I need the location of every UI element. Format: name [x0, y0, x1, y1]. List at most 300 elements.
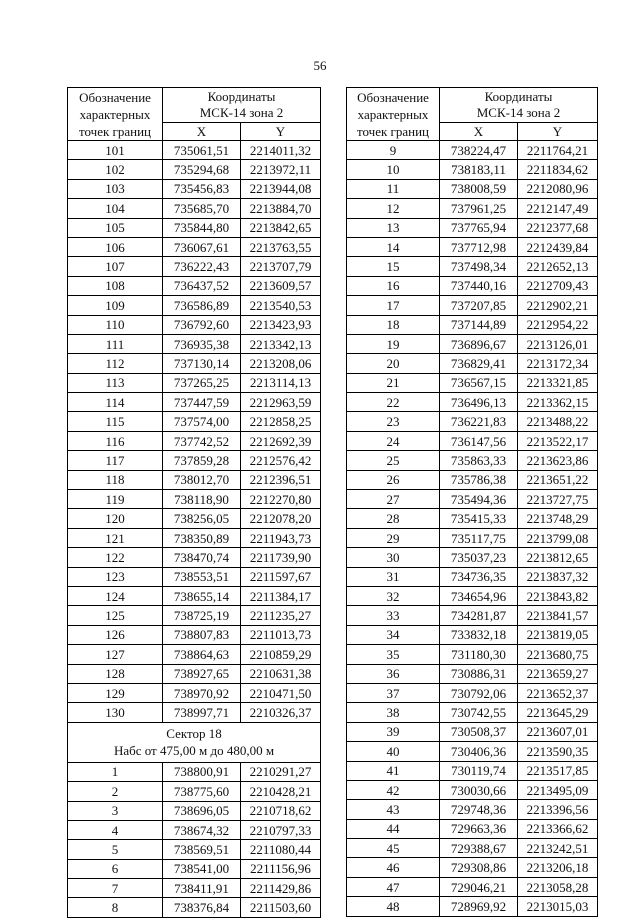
point-number-cell: 28 [347, 509, 440, 528]
y-coordinate-cell: 2212954,22 [518, 315, 598, 334]
y-coordinate-cell: 2213623,86 [518, 451, 598, 470]
table-row [347, 683, 598, 702]
y-coordinate-cell: 2213517,85 [518, 761, 598, 780]
y-coordinate-cell: 2212902,21 [518, 296, 598, 315]
x-coordinate-cell: 735685,70 [163, 199, 241, 218]
table-row [347, 218, 598, 237]
point-number-cell: 36 [347, 664, 440, 683]
point-number-cell: 15 [347, 257, 440, 276]
table-row [68, 237, 321, 256]
point-number-cell: 29 [347, 528, 440, 547]
y-coordinate-cell: 2211429,86 [241, 879, 321, 898]
point-number-cell: 118 [68, 470, 163, 489]
x-coordinate-cell: 737447,59 [163, 393, 241, 412]
x-coordinate-cell: 730508,37 [440, 722, 518, 741]
point-number-cell: 17 [347, 296, 440, 315]
x-coordinate-cell: 737207,85 [440, 296, 518, 315]
x-coordinate-cell: 730119,74 [440, 761, 518, 780]
x-coordinate-cell: 738696,05 [163, 801, 241, 820]
table-row [347, 742, 598, 761]
coordinates-title: Координаты [207, 89, 276, 104]
table-row [347, 296, 598, 315]
point-number-cell: 2 [68, 782, 163, 801]
y-coordinate-cell: 2212963,59 [241, 393, 321, 412]
y-coordinate-cell: 2213590,35 [518, 742, 598, 761]
coordinates-table-right [346, 87, 598, 917]
y-coordinate-cell: 2213884,70 [241, 199, 321, 218]
point-number-cell: 38 [347, 703, 440, 722]
x-coordinate-cell: 736147,56 [440, 431, 518, 450]
y-coordinate-cell: 2213842,65 [241, 218, 321, 237]
point-number-cell: 104 [68, 199, 163, 218]
point-number-cell: 45 [347, 839, 440, 858]
table-row [68, 762, 321, 781]
x-coordinate-cell: 730406,36 [440, 742, 518, 761]
x-coordinate-cell: 738376,84 [163, 898, 241, 917]
x-coordinate-cell: 738807,83 [163, 625, 241, 644]
table-row [68, 470, 321, 489]
y-coordinate-cell: 2212709,43 [518, 276, 598, 295]
point-number-cell: 48 [347, 897, 440, 916]
y-coordinate-cell: 2213423,93 [241, 315, 321, 334]
point-number-cell: 128 [68, 664, 163, 683]
table-row [68, 606, 321, 625]
point-number-cell: 116 [68, 431, 163, 450]
table-row [347, 819, 598, 838]
x-coordinate-cell: 738927,65 [163, 664, 241, 683]
designation-line-3: точек границ [78, 123, 152, 139]
y-coordinate-cell: 2213242,51 [518, 839, 598, 858]
x-coordinate-cell: 729663,36 [440, 819, 518, 838]
table-row [68, 199, 321, 218]
y-coordinate-cell: 2213522,17 [518, 431, 598, 450]
point-number-cell: 110 [68, 315, 163, 334]
table-row [68, 567, 321, 586]
point-number-cell: 109 [68, 296, 163, 315]
table-row [68, 548, 321, 567]
y-coordinate-cell: 2213609,57 [241, 276, 321, 295]
x-coordinate-cell: 729748,36 [440, 800, 518, 819]
table-row [68, 509, 321, 528]
table-row [68, 354, 321, 373]
point-number-cell: 30 [347, 548, 440, 567]
y-coordinate-cell: 2212439,84 [518, 237, 598, 256]
x-coordinate-cell: 737440,16 [440, 276, 518, 295]
x-coordinate-cell: 735294,68 [163, 160, 241, 179]
y-coordinate-cell: 2213114,13 [241, 373, 321, 392]
x-coordinate-cell: 730030,66 [440, 780, 518, 799]
table-row [68, 451, 321, 470]
y-coordinate-cell: 2210718,62 [241, 801, 321, 820]
point-number-cell: 12 [347, 199, 440, 218]
point-number-cell: 47 [347, 877, 440, 896]
x-coordinate-cell: 736067,61 [163, 237, 241, 256]
point-number-cell: 117 [68, 451, 163, 470]
x-coordinate-cell: 731180,30 [440, 645, 518, 664]
x-coordinate-cell: 738725,19 [163, 606, 241, 625]
point-number-cell: 22 [347, 393, 440, 412]
x-coordinate-cell: 738183,11 [440, 160, 518, 179]
table-row [347, 664, 598, 683]
x-coordinate-cell: 736496,13 [440, 393, 518, 412]
y-coordinate-cell: 2213321,85 [518, 373, 598, 392]
point-number-cell: 11 [347, 179, 440, 198]
x-coordinate-cell: 735037,23 [440, 548, 518, 567]
x-coordinate-cell: 735494,36 [440, 490, 518, 509]
x-coordinate-cell: 738970,92 [163, 683, 241, 702]
point-number-cell: 127 [68, 645, 163, 664]
y-coordinate-cell: 2213172,34 [518, 354, 598, 373]
x-coordinate-cell: 738411,91 [163, 879, 241, 898]
point-number-cell: 111 [68, 334, 163, 353]
x-header: X [163, 123, 241, 141]
table-row [347, 586, 598, 605]
y-coordinate-cell: 2211013,73 [241, 625, 321, 644]
point-number-cell: 6 [68, 859, 163, 878]
y-coordinate-cell: 2213208,06 [241, 354, 321, 373]
x-coordinate-cell: 736586,89 [163, 296, 241, 315]
table-row [347, 761, 598, 780]
point-number-cell: 1 [68, 762, 163, 781]
x-coordinate-cell: 737742,52 [163, 431, 241, 450]
y-coordinate-cell: 2212270,80 [241, 490, 321, 509]
x-coordinate-cell: 737265,25 [163, 373, 241, 392]
table-row [68, 683, 321, 702]
x-coordinate-cell: 737961,25 [440, 199, 518, 218]
table-row [68, 840, 321, 859]
table-row [347, 839, 598, 858]
table-row [68, 334, 321, 353]
x-coordinate-cell: 730886,31 [440, 664, 518, 683]
table-row [347, 528, 598, 547]
table-row [68, 586, 321, 605]
page-number: 56 [313, 58, 327, 73]
table-row [68, 782, 321, 801]
table-row [68, 373, 321, 392]
table-row [68, 664, 321, 683]
x-coordinate-cell: 738655,14 [163, 586, 241, 605]
point-number-cell: 32 [347, 586, 440, 605]
table-row [347, 606, 598, 625]
x-coordinate-cell: 738012,70 [163, 470, 241, 489]
table-row [347, 625, 598, 644]
x-coordinate-cell: 738350,89 [163, 528, 241, 547]
table-row [347, 800, 598, 819]
y-coordinate-cell: 2211156,96 [241, 859, 321, 878]
table-row [347, 858, 598, 877]
point-number-cell: 103 [68, 179, 163, 198]
designation-line-2: характерных [79, 106, 151, 122]
point-number-cell: 16 [347, 276, 440, 295]
table-row [68, 315, 321, 334]
point-number-cell: 101 [68, 141, 163, 160]
table-row [68, 431, 321, 450]
table-row [68, 296, 321, 315]
point-number-cell: 120 [68, 509, 163, 528]
y-coordinate-cell: 2211739,90 [241, 548, 321, 567]
coordinates-title: Координаты [484, 89, 553, 104]
x-coordinate-cell: 738118,90 [163, 490, 241, 509]
table-row [68, 276, 321, 295]
x-coordinate-cell: 735844,80 [163, 218, 241, 237]
x-coordinate-cell: 736935,38 [163, 334, 241, 353]
x-coordinate-cell: 729308,86 [440, 858, 518, 877]
y-coordinate-cell: 2213342,13 [241, 334, 321, 353]
designation-header [347, 88, 440, 141]
y-coordinate-cell: 2211384,17 [241, 586, 321, 605]
table-row [347, 334, 598, 353]
point-number-cell: 102 [68, 160, 163, 179]
y-coordinate-cell: 2213366,62 [518, 819, 598, 838]
designation-line-2: характерных [357, 106, 429, 122]
x-coordinate-cell: 738674,32 [163, 820, 241, 839]
table-row [68, 801, 321, 820]
x-coordinate-cell: 737498,34 [440, 257, 518, 276]
table-row [347, 722, 598, 741]
y-coordinate-cell: 2211943,73 [241, 528, 321, 547]
point-number-cell: 40 [347, 742, 440, 761]
coordinates-header [440, 88, 598, 123]
table-row [347, 315, 598, 334]
y-coordinate-cell: 2213841,57 [518, 606, 598, 625]
x-coordinate-cell: 737859,28 [163, 451, 241, 470]
y-coordinate-cell: 2212652,13 [518, 257, 598, 276]
x-coordinate-cell: 735117,75 [440, 528, 518, 547]
y-coordinate-cell: 2213819,05 [518, 625, 598, 644]
point-number-cell: 124 [68, 586, 163, 605]
table-row [347, 509, 598, 528]
point-number-cell: 4 [68, 820, 163, 839]
point-number-cell: 37 [347, 683, 440, 702]
table-row [347, 548, 598, 567]
table-row [347, 179, 598, 198]
sector-heading [68, 722, 321, 762]
point-number-cell: 33 [347, 606, 440, 625]
point-number-cell: 39 [347, 722, 440, 741]
y-coordinate-cell: 2213799,08 [518, 528, 598, 547]
y-header: Y [241, 123, 321, 141]
x-coordinate-cell: 738569,51 [163, 840, 241, 859]
y-coordinate-cell: 2210471,50 [241, 683, 321, 702]
table-row [68, 160, 321, 179]
x-coordinate-cell: 738541,00 [163, 859, 241, 878]
table-row [68, 528, 321, 547]
y-coordinate-cell: 2213748,29 [518, 509, 598, 528]
point-number-cell: 27 [347, 490, 440, 509]
x-coordinate-cell: 729046,21 [440, 877, 518, 896]
point-number-cell: 18 [347, 315, 440, 334]
point-number-cell: 105 [68, 218, 163, 237]
table-row [347, 431, 598, 450]
table-row [347, 257, 598, 276]
x-coordinate-cell: 734281,87 [440, 606, 518, 625]
designation-line-1: Обозначение [79, 89, 151, 105]
point-number-cell: 126 [68, 625, 163, 644]
point-number-cell: 14 [347, 237, 440, 256]
point-number-cell: 125 [68, 606, 163, 625]
x-coordinate-cell: 738997,71 [163, 703, 241, 722]
point-number-cell: 115 [68, 412, 163, 431]
y-coordinate-cell: 2211080,44 [241, 840, 321, 859]
point-number-cell: 3 [68, 801, 163, 820]
y-coordinate-cell: 2214011,32 [241, 141, 321, 160]
y-coordinate-cell: 2213652,37 [518, 683, 598, 702]
x-coordinate-cell: 736829,41 [440, 354, 518, 373]
designation-header [68, 88, 163, 141]
table-row [347, 354, 598, 373]
coordinates-header [163, 88, 321, 123]
y-coordinate-cell: 2212396,51 [241, 470, 321, 489]
designation-line-3: точек границ [356, 123, 430, 139]
table-row [347, 567, 598, 586]
point-number-cell: 5 [68, 840, 163, 859]
y-header: Y [518, 123, 598, 141]
table-row [347, 470, 598, 489]
point-number-cell: 44 [347, 819, 440, 838]
table-row [347, 877, 598, 896]
table-row [68, 179, 321, 198]
x-coordinate-cell: 736567,15 [440, 373, 518, 392]
point-number-cell: 10 [347, 160, 440, 179]
y-coordinate-cell: 2213607,01 [518, 722, 598, 741]
x-coordinate-cell: 738864,63 [163, 645, 241, 664]
table-row [68, 625, 321, 644]
table-row [68, 490, 321, 509]
point-number-cell: 23 [347, 412, 440, 431]
point-number-cell: 113 [68, 373, 163, 392]
y-coordinate-cell: 2210428,21 [241, 782, 321, 801]
y-coordinate-cell: 2213972,11 [241, 160, 321, 179]
y-coordinate-cell: 2213126,01 [518, 334, 598, 353]
x-coordinate-cell: 735061,51 [163, 141, 241, 160]
y-coordinate-cell: 2213763,55 [241, 237, 321, 256]
y-coordinate-cell: 2213058,28 [518, 877, 598, 896]
table-row [347, 412, 598, 431]
x-coordinate-cell: 730742,55 [440, 703, 518, 722]
table-row [68, 645, 321, 664]
x-coordinate-cell: 738256,05 [163, 509, 241, 528]
x-coordinate-cell: 738008,59 [440, 179, 518, 198]
y-coordinate-cell: 2213680,75 [518, 645, 598, 664]
x-coordinate-cell: 735786,38 [440, 470, 518, 489]
y-coordinate-cell: 2213812,65 [518, 548, 598, 567]
point-number-cell: 46 [347, 858, 440, 877]
point-number-cell: 106 [68, 237, 163, 256]
y-coordinate-cell: 2212147,49 [518, 199, 598, 218]
point-number-cell: 107 [68, 257, 163, 276]
table-row [347, 237, 598, 256]
point-number-cell: 8 [68, 898, 163, 917]
x-coordinate-cell: 737765,94 [440, 218, 518, 237]
x-header: X [440, 123, 518, 141]
x-coordinate-cell: 735415,33 [440, 509, 518, 528]
x-coordinate-cell: 738775,60 [163, 782, 241, 801]
x-coordinate-cell: 735456,83 [163, 179, 241, 198]
y-coordinate-cell: 2213944,08 [241, 179, 321, 198]
y-coordinate-cell: 2212692,39 [241, 431, 321, 450]
x-coordinate-cell: 738470,74 [163, 548, 241, 567]
y-coordinate-cell: 2210859,29 [241, 645, 321, 664]
table-row [347, 703, 598, 722]
table-row [347, 199, 598, 218]
table-row [347, 490, 598, 509]
point-number-cell: 24 [347, 431, 440, 450]
table-row [68, 412, 321, 431]
point-number-cell: 26 [347, 470, 440, 489]
y-coordinate-cell: 2211834,62 [518, 160, 598, 179]
table-row [68, 859, 321, 878]
coordinate-system: МСК-14 зона 2 [199, 105, 284, 120]
point-number-cell: 42 [347, 780, 440, 799]
coordinates-table-left [67, 87, 321, 918]
table-row [68, 141, 321, 160]
y-coordinate-cell: 2213206,18 [518, 858, 598, 877]
point-number-cell: 9 [347, 141, 440, 160]
x-coordinate-cell: 737712,98 [440, 237, 518, 256]
table-row [347, 780, 598, 799]
y-coordinate-cell: 2213659,27 [518, 664, 598, 683]
point-number-cell: 34 [347, 625, 440, 644]
point-number-cell: 43 [347, 800, 440, 819]
point-number-cell: 20 [347, 354, 440, 373]
coordinate-system: МСК-14 зона 2 [476, 105, 561, 120]
x-coordinate-cell: 736896,67 [440, 334, 518, 353]
x-coordinate-cell: 736437,52 [163, 276, 241, 295]
y-coordinate-cell: 2213362,15 [518, 393, 598, 412]
table-row [68, 703, 321, 722]
table-row [347, 393, 598, 412]
x-coordinate-cell: 728969,92 [440, 897, 518, 916]
x-coordinate-cell: 736221,83 [440, 412, 518, 431]
point-number-cell: 41 [347, 761, 440, 780]
x-coordinate-cell: 738800,91 [163, 762, 241, 781]
x-coordinate-cell: 730792,06 [440, 683, 518, 702]
point-number-cell: 123 [68, 567, 163, 586]
y-coordinate-cell: 2213015,03 [518, 897, 598, 916]
point-number-cell: 108 [68, 276, 163, 295]
point-number-cell: 119 [68, 490, 163, 509]
y-coordinate-cell: 2212576,42 [241, 451, 321, 470]
point-number-cell: 19 [347, 334, 440, 353]
table-row [68, 257, 321, 276]
y-coordinate-cell: 2212080,96 [518, 179, 598, 198]
table-row [347, 451, 598, 470]
x-coordinate-cell: 734736,35 [440, 567, 518, 586]
point-number-cell: 121 [68, 528, 163, 547]
table-row [347, 645, 598, 664]
y-coordinate-cell: 2213495,09 [518, 780, 598, 799]
x-coordinate-cell: 729388,67 [440, 839, 518, 858]
y-coordinate-cell: 2213396,56 [518, 800, 598, 819]
table-row [68, 898, 321, 917]
y-coordinate-cell: 2210291,27 [241, 762, 321, 781]
y-coordinate-cell: 2210631,38 [241, 664, 321, 683]
designation-line-1: Обозначение [357, 89, 429, 105]
x-coordinate-cell: 738553,51 [163, 567, 241, 586]
point-number-cell: 13 [347, 218, 440, 237]
table-row [68, 879, 321, 898]
table-row [347, 373, 598, 392]
y-coordinate-cell: 2213645,29 [518, 703, 598, 722]
y-coordinate-cell: 2211597,67 [241, 567, 321, 586]
y-coordinate-cell: 2213651,22 [518, 470, 598, 489]
y-coordinate-cell: 2212858,25 [241, 412, 321, 431]
sector-title: Сектор 18 [166, 726, 222, 742]
y-coordinate-cell: 2212078,20 [241, 509, 321, 528]
x-coordinate-cell: 736792,60 [163, 315, 241, 334]
x-coordinate-cell: 736222,43 [163, 257, 241, 276]
x-coordinate-cell: 737574,00 [163, 412, 241, 431]
